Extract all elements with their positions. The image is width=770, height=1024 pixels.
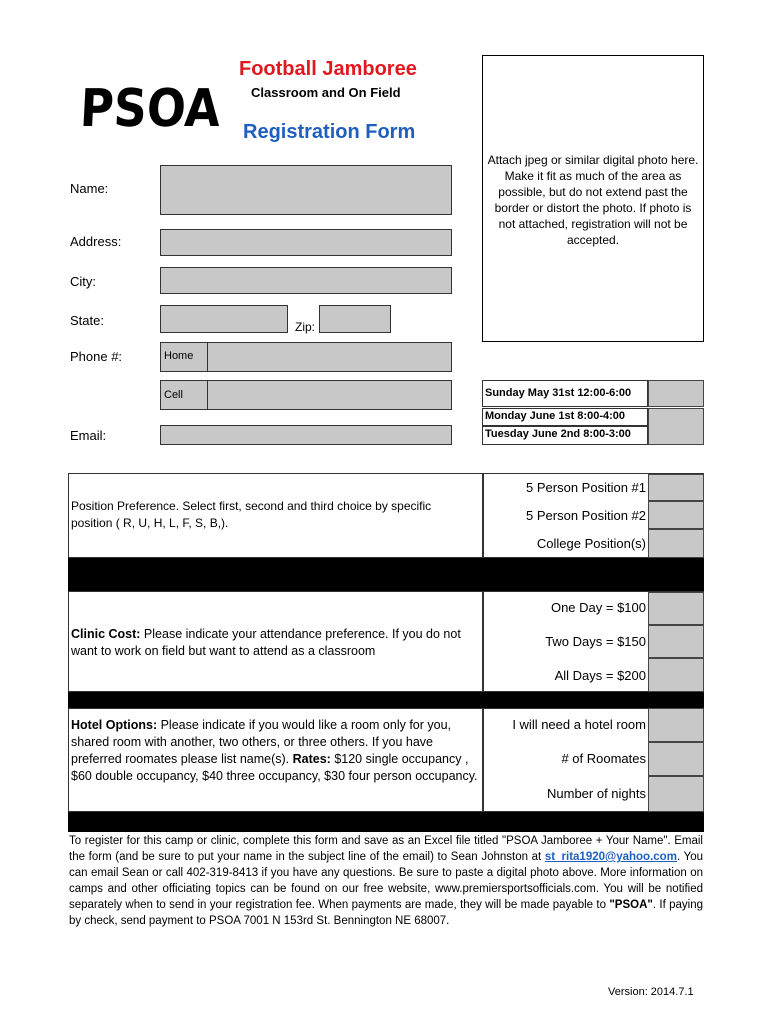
hotel-option-1-input[interactable] [648,708,704,742]
state-field[interactable] [160,305,288,333]
cell-label: Cell [164,389,183,401]
position-option-1: 5 Person Position #1 [526,480,646,495]
state-label: State: [70,313,104,328]
clinic-description [71,626,481,660]
phone-label: Phone #: [70,349,123,364]
clinic-option-3: All Days = $200 [554,668,646,683]
date-tuesday: Tuesday June 2nd 8:00-3:00 [482,426,648,445]
svg-text:PSOA: PSOA [78,79,241,139]
city-field[interactable] [160,267,452,294]
photo-instructions: Attach jpeg or similar digital photo here. Make it fit as much of the area as possible, but do not extend past the border or distort the photo. If photo is not attached, registration will not be accepted. [487,153,699,247]
home-label: Home [164,350,194,362]
date-monday: Monday June 1st 8:00-4:00 [482,408,648,426]
position-option-1-input[interactable] [648,474,704,501]
event-subtitle: Classroom and On Field [251,85,401,100]
address-field[interactable] [160,229,452,256]
clinic-option-1: One Day = $100 [550,600,646,615]
date-sunday: Sunday May 31st 12:00-6:00 [482,380,648,407]
position-options-divider [482,473,484,558]
position-option-3-input[interactable] [648,529,704,558]
instructions-part3: . If paying by check, send payment to PSOA 7001 N 153rd St. Bennington NE 68007. [69,899,703,927]
address-label: Address: [70,234,122,249]
section-divider [68,558,704,591]
version-label: Version: 2014.7.1 [608,986,694,998]
clinic-option-2-input[interactable] [648,625,704,658]
home-phone-tag [160,342,208,372]
clinic-text: Please indicate your attendance preference. If you do not want to work on field but want to attend as a classroom [71,627,461,658]
hotel-label: Hotel Options: [71,718,158,732]
hotel-option-1: I will need a hotel room [512,717,646,732]
hotel-option-3: Number of nights [547,786,646,801]
hotel-description [71,717,479,785]
photo-drop-area[interactable] [482,55,704,342]
form-title: Registration Form [243,121,416,143]
date-monday-tuesday-check[interactable] [648,408,704,445]
clinic-label: Clinic Cost: [71,627,141,641]
clinic-option-1-input[interactable] [648,592,704,625]
date-sunday-check[interactable] [648,380,704,407]
section-divider [68,812,704,832]
rates-label: Rates: [292,752,331,766]
hotel-option-2: # of Roomates [561,751,646,766]
position-option-2: 5 Person Position #2 [526,508,646,523]
position-option-3: College Position(s) [536,536,646,551]
clinic-option-3-input[interactable] [648,658,704,692]
hotel-text: Please indicate if you would like a room only for you, shared room with another, two others, or three others. If you have preferred roomates please list name(s). [71,718,452,766]
section-divider [68,692,704,708]
city-label: City: [70,274,96,289]
cell-phone-field[interactable] [207,380,452,410]
rates-text: $120 single occupancy , $60 double occupancy, $40 three occupancy, $30 four person occupancy. [71,752,478,783]
payable-to: "PSOA" [609,899,653,911]
hotel-option-3-input[interactable] [648,776,704,812]
home-phone-field[interactable] [207,342,452,372]
hotel-option-2-input[interactable] [648,742,704,776]
email-field[interactable] [160,425,452,445]
zip-label: Zip: [295,320,316,334]
email-label: Email: [70,428,107,443]
event-title: Football Jamboree [239,58,417,80]
name-field[interactable] [160,165,452,215]
clinic-option-2: Two Days = $150 [545,634,646,649]
position-option-2-input[interactable] [648,501,704,529]
instructions-part1: To register for this camp or clinic, complete this form and save as an Excel file titled "PSOA Jamboree + Your Name". Email the form (and be sure to put your name in the subject line of the email) to Sean Johnston at [69,835,703,863]
registration-instructions [69,833,703,929]
zip-field[interactable] [319,305,391,333]
name-label: Name: [70,181,109,196]
instructions-part2: . You can email Sean or call 402-319-8413 if you have any questions. Be sure to paste a digital photo above. More information on camps and other officiating topics can be found on our free website, www.premiersportsofficials.com. You will be notified separately when to send in your registration fee. When payments are made, they will be made payable to [69,851,703,911]
position-description: Position Preference. Select first, second and third choice by specific position ( R, U, H, L, F, S, B,). [71,499,432,530]
email-link[interactable]: st_rita1920@yahoo.com [544,851,677,863]
cell-phone-tag [160,380,208,410]
psoa-logo [78,74,241,139]
